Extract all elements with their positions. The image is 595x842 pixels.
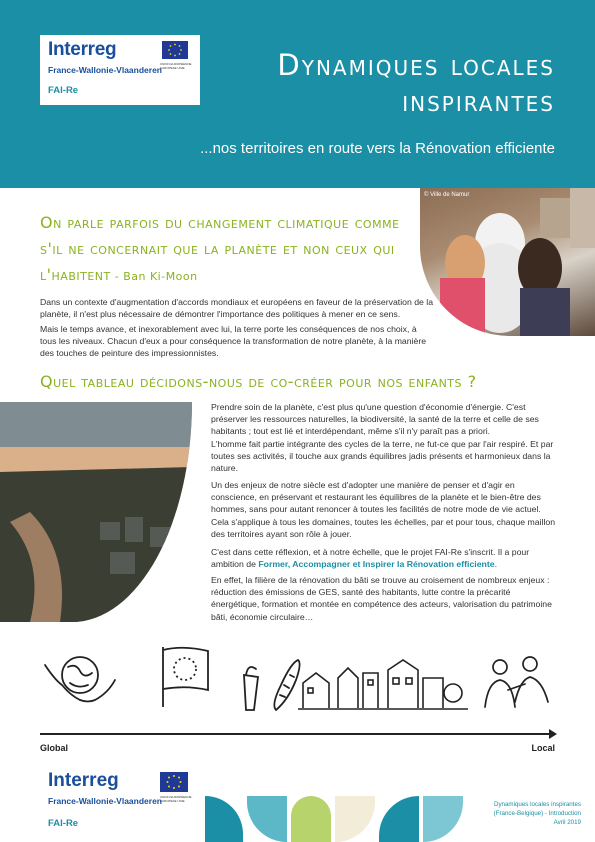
scale-icons [40,640,555,720]
footer-eu-caption: UNION EUROPÉENNE EUROPESE UNIE [160,795,192,803]
quote-heading [40,210,420,290]
intro-paragraph-2: Mais le temps avance, et inexorablement avec lui, la terre porte les conséquences de nos choix, à tous les niveaux. Chacun d'eux a pour conséquence la transformation de notre planète, à la manière des touches de peinture des impressionnistes. [40,324,427,359]
footer-eu-flag-icon [160,772,188,792]
footer-logo-region: France-Wallonie-Vlaanderen [48,796,162,806]
para4-suffix: . [494,559,497,570]
eu-flag-icon [158,645,218,710]
scale-axis [40,733,555,735]
shape-teal-1 [205,796,243,842]
photo-credit-2: © Isabelle Skelton [176,529,182,578]
para4-prefix: C'est dans cette réflexion, et à notre échelle, que le projet FAI-Re s'inscrit. Il a pour ambition de [211,547,530,570]
body-paragraph-5: En effet, la filière de la rénovation du bâti se trouve au croisement de nombreux enjeux : réduction des émissions de GES, santé des habitants, lutte contre la précarité énergétique, formation et montée en compétence des acteurs, valorisation du patrimoine bâti, économie circulaire… [211,575,552,622]
axis-label-local: Local [531,743,555,753]
quote-author: - Ban Ki-Moon [110,270,198,283]
photo-credit: © Ville de Namur [424,192,470,198]
globe-hands-icon [40,645,120,710]
eu-caption: UNION EUROPÉENNE EUROPESE UNIE [160,62,192,70]
eu-flag-icon [162,41,188,59]
body-paragraph-3: Un des enjeux de notre siècle est d'adopter une manière de penser et d'agir en conscience, en préservant et restaurant les équilibres de la planète et le bien-être des hommes, sans pour autant renoncer à toutes les facilités de notre mode de vie actuel. Cela s'applique à tous les domaines, toutes les échelles, par et pour tous, chaque maillon des territoires ayant son rôle à jouer. [211,480,556,539]
page-title-line1: Dynamiques locales [277,48,555,82]
intro-paragraph-1: Dans un contexte d'augmentation d'accords mondiaux et européens en faveur de la préservation de la planète, il n'est plus nécessaire de démontrer l'importance des politiques à mener en ce sens. [40,297,434,320]
decorative-shapes [205,796,475,842]
footer-note-line3: Avril 2019 [553,819,581,826]
fai-re-emphasis: Former, Accompagner et Inspirer la Rénovation efficiente [258,559,495,570]
shape-teal-2 [247,796,287,842]
river-town-photo [0,402,192,622]
page-subtitle: ...nos territoires en route vers la Rénovation efficiente [200,140,555,157]
footer-note [494,800,581,827]
quote-text: On parle parfois du changement climatique comme s'il ne concernait que la planète et non ceux qui l'habitent [40,213,400,284]
footer-logo-project: FAI-Re [48,818,79,829]
footer-note-line1: Dynamiques locales inspirantes [493,801,581,808]
axis-label-global: Global [40,743,69,753]
interreg-logo [40,35,200,105]
footer-logo-brand: Interreg [48,770,119,791]
town-icon [298,648,468,713]
footer-interreg-logo [40,768,200,834]
body-paragraph-1: Prendre soin de la planète, c'est plus qu'une question d'économie d'énergie. C'est préserver les ressources naturelles, la biodiversité, la santé de la terre et celle de ses habitants ; tout est lié et interdépendant, même s'il n'y paraît pas a priori. [211,402,539,437]
body-paragraph-4 [211,546,556,570]
logo-region: France-Wallonie-Vlaanderen [48,65,162,75]
header-band [0,0,595,188]
logo-brand: Interreg [48,39,117,60]
polar-bear-photo [420,188,595,336]
arrow-right-icon [549,729,557,739]
people-icon [480,652,555,712]
shape-cream [335,796,375,842]
shape-teal-4 [423,796,463,842]
section-heading: Quel tableau décidons-nous de co-créer pour nos enfants ? [40,372,477,391]
bread-icon [236,655,306,715]
page-title-line2: inspirantes [402,84,555,118]
shape-teal-3 [379,796,419,842]
footer-note-line2: (France-Belgique) - Introduction [493,810,581,817]
logo-project: FAI-Re [48,85,79,96]
body-paragraph-2: L'homme fait partie intégrante des cycles de la terre, ne fut-ce que par l'air respiré. Et par toutes ses activités, il touche aux grands équilibres jadis présents et harmonieux dans la nature. [211,439,554,474]
shape-green-1 [291,796,331,842]
